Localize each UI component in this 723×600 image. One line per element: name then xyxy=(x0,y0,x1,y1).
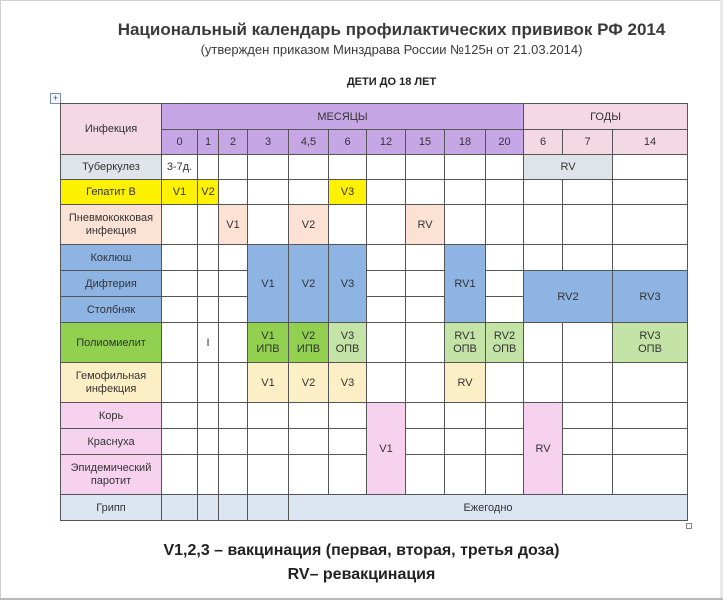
cell xyxy=(524,323,563,363)
cell xyxy=(198,245,219,271)
cell xyxy=(329,455,367,495)
vaccine-type: ОПВ xyxy=(492,342,517,355)
cell-tb-0: 3-7д. xyxy=(162,155,198,180)
cell xyxy=(289,180,329,205)
cell xyxy=(613,180,688,205)
cell xyxy=(219,403,248,429)
cell xyxy=(613,429,688,455)
cell xyxy=(445,205,486,245)
cell xyxy=(445,455,486,495)
cell xyxy=(219,495,248,521)
cell-dtp-rv3: RV3 xyxy=(613,271,688,323)
row-label-line: Гемофильная xyxy=(75,369,147,382)
cell xyxy=(329,205,367,245)
cell-polio-rv3 xyxy=(613,323,688,363)
cell xyxy=(613,155,688,180)
cell xyxy=(486,363,524,403)
cell-mmr-v1: V1 xyxy=(367,403,406,495)
month-6: 6 xyxy=(329,130,367,155)
cell xyxy=(198,363,219,403)
cell xyxy=(289,429,329,455)
cell xyxy=(486,245,524,271)
year-6: 6 xyxy=(524,130,563,155)
cell xyxy=(219,180,248,205)
cell xyxy=(486,297,524,323)
cell xyxy=(524,205,563,245)
cell-pneumo-rv: RV xyxy=(406,205,445,245)
dose-label: V2 xyxy=(301,329,316,342)
cell-hepb-v2: V2 xyxy=(198,180,219,205)
dose-label: RV1 xyxy=(454,329,476,342)
cell xyxy=(367,297,406,323)
cell xyxy=(248,495,289,521)
cell xyxy=(367,245,406,271)
row-flu: Грипп xyxy=(61,495,162,521)
cell xyxy=(248,403,289,429)
cell xyxy=(613,455,688,495)
row-hepatitis-b: Гепатит В xyxy=(61,180,162,205)
section-heading: ДЕТИ ДО 18 ЛЕТ xyxy=(346,76,437,88)
cell xyxy=(406,245,445,271)
cell xyxy=(162,363,198,403)
cell xyxy=(162,205,198,245)
cell xyxy=(486,455,524,495)
row-tetanus: Столбняк xyxy=(61,297,162,323)
cell xyxy=(406,363,445,403)
cell xyxy=(367,323,406,363)
row-pneumococcal xyxy=(61,205,162,245)
month-12: 12 xyxy=(367,130,406,155)
cell xyxy=(248,455,289,495)
vaccine-type: ОПВ xyxy=(453,342,477,355)
cell xyxy=(248,205,289,245)
cell xyxy=(486,429,524,455)
cell-dtp-rv1: RV1 xyxy=(445,245,486,323)
cell xyxy=(198,403,219,429)
cell xyxy=(524,245,563,271)
cell xyxy=(219,455,248,495)
cell-pneumo-v1: V1 xyxy=(219,205,248,245)
month-20: 20 xyxy=(486,130,524,155)
cell xyxy=(367,271,406,297)
cell-polio-rv2 xyxy=(486,323,524,363)
cell xyxy=(367,155,406,180)
cell xyxy=(445,429,486,455)
cell xyxy=(613,363,688,403)
cell xyxy=(367,180,406,205)
row-label-line: Пневмококковая xyxy=(68,211,154,224)
cell xyxy=(198,429,219,455)
cell xyxy=(198,271,219,297)
cell xyxy=(248,180,289,205)
cell xyxy=(406,271,445,297)
cell xyxy=(563,245,613,271)
vaccine-type: ОПВ xyxy=(638,342,662,355)
row-rubella: Краснуха xyxy=(61,429,162,455)
row-diphtheria: Дифтерия xyxy=(61,271,162,297)
cell xyxy=(219,155,248,180)
cell-polio-mark: I xyxy=(198,323,219,363)
cell xyxy=(198,297,219,323)
vaccine-type: ОПВ xyxy=(335,342,360,355)
month-1: 1 xyxy=(198,130,219,155)
row-label-line: Эпидемический xyxy=(70,461,152,474)
row-polio: Полиомиелит xyxy=(61,323,162,363)
cell xyxy=(329,155,367,180)
cell xyxy=(198,455,219,495)
cell-tb-rv: RV xyxy=(524,155,613,180)
cell xyxy=(289,455,329,495)
cell xyxy=(367,205,406,245)
cell xyxy=(329,403,367,429)
cell xyxy=(162,429,198,455)
cell xyxy=(524,180,563,205)
cell-hib-rv: RV xyxy=(445,363,486,403)
cell xyxy=(563,455,613,495)
row-label-line: инфекция xyxy=(85,224,137,237)
row-measles: Корь xyxy=(61,403,162,429)
cell xyxy=(563,403,613,429)
year-7: 7 xyxy=(563,130,613,155)
cell xyxy=(563,180,613,205)
cell xyxy=(162,271,198,297)
cell-flu-yearly: Ежегодно xyxy=(289,495,688,521)
cell xyxy=(219,297,248,323)
cell xyxy=(613,205,688,245)
cell xyxy=(198,495,219,521)
cell-hib-v3: V3 xyxy=(329,363,367,403)
cell xyxy=(329,429,367,455)
cell xyxy=(406,155,445,180)
document-subtitle: (утвержден приказом Минздрава России №125н от 21.03.2014) xyxy=(200,42,583,57)
cell-dtp-v1: V1 xyxy=(248,245,289,323)
row-label-line: паротит xyxy=(90,474,132,487)
cell-dtp-v2: V2 xyxy=(289,245,329,323)
cell xyxy=(563,363,613,403)
cell xyxy=(486,155,524,180)
dose-label: RV3 xyxy=(639,329,661,342)
dose-label: V3 xyxy=(340,329,355,342)
cell xyxy=(406,455,445,495)
month-18: 18 xyxy=(445,130,486,155)
cell-hepb-v3: V3 xyxy=(329,180,367,205)
cell-pneumo-v2: V2 xyxy=(289,205,329,245)
cell xyxy=(289,155,329,180)
years-header: ГОДЫ xyxy=(524,104,688,130)
cell xyxy=(406,180,445,205)
month-2: 2 xyxy=(219,130,248,155)
month-4-5: 4,5 xyxy=(289,130,329,155)
month-0: 0 xyxy=(162,130,198,155)
cell xyxy=(219,363,248,403)
cell xyxy=(406,323,445,363)
month-3: 3 xyxy=(248,130,289,155)
cell-mmr-rv: RV xyxy=(524,403,563,495)
row-tuberculosis: Туберкулез xyxy=(61,155,162,180)
cell xyxy=(445,155,486,180)
row-mumps xyxy=(61,455,162,495)
cell xyxy=(219,271,248,297)
cell xyxy=(486,205,524,245)
row-hib xyxy=(61,363,162,403)
cell-dtp-rv2: RV2 xyxy=(524,271,613,323)
cell xyxy=(406,403,445,429)
cell xyxy=(219,429,248,455)
cell xyxy=(445,403,486,429)
legend-vaccination: V1,2,3 – вакцинация (первая, вторая, третья доза) xyxy=(163,542,560,559)
month-15: 15 xyxy=(406,130,445,155)
cell xyxy=(248,429,289,455)
cell xyxy=(162,495,198,521)
legend-revaccination: RV– ревакцинация xyxy=(287,566,436,583)
vaccine-type: ИПВ xyxy=(256,342,280,355)
cell xyxy=(406,429,445,455)
cell-hib-v2: V2 xyxy=(289,363,329,403)
cell-dtp-v3: V3 xyxy=(329,245,367,323)
cell xyxy=(524,363,563,403)
infection-header: Инфекция xyxy=(61,104,162,155)
cell-polio-v2 xyxy=(289,323,329,363)
cell xyxy=(445,180,486,205)
cell xyxy=(198,205,219,245)
table-move-handle-icon[interactable]: + xyxy=(50,93,61,104)
cell xyxy=(563,323,613,363)
cell xyxy=(198,155,219,180)
cell xyxy=(162,297,198,323)
cell xyxy=(563,205,613,245)
document-title: Национальный календарь профилактических прививок РФ 2014 xyxy=(117,20,666,39)
cell xyxy=(486,403,524,429)
cell xyxy=(162,455,198,495)
cell-polio-v1 xyxy=(248,323,289,363)
months-header: МЕСЯЦЫ xyxy=(162,104,524,130)
cell xyxy=(219,323,248,363)
cell xyxy=(162,323,198,363)
cell-polio-rv1 xyxy=(445,323,486,363)
cell-hepb-v1: V1 xyxy=(162,180,198,205)
dose-label: V1 xyxy=(261,329,275,342)
cell-polio-v3 xyxy=(329,323,367,363)
row-label-line: инфекция xyxy=(85,382,137,395)
cell xyxy=(162,403,198,429)
cell xyxy=(563,429,613,455)
table-resize-handle[interactable] xyxy=(686,523,692,529)
cell xyxy=(367,363,406,403)
cell xyxy=(162,245,198,271)
cell xyxy=(613,403,688,429)
cell xyxy=(289,403,329,429)
cell xyxy=(486,271,524,297)
vaccination-calendar-table xyxy=(60,103,688,521)
cell xyxy=(248,155,289,180)
vaccine-type: ИПВ xyxy=(296,342,321,355)
cell-hib-v1: V1 xyxy=(248,363,289,403)
cell xyxy=(219,245,248,271)
year-14: 14 xyxy=(613,130,688,155)
cell xyxy=(406,297,445,323)
cell xyxy=(613,245,688,271)
dose-label: RV2 xyxy=(493,329,516,342)
cell xyxy=(486,180,524,205)
row-pertussis: Коклюш xyxy=(61,245,162,271)
